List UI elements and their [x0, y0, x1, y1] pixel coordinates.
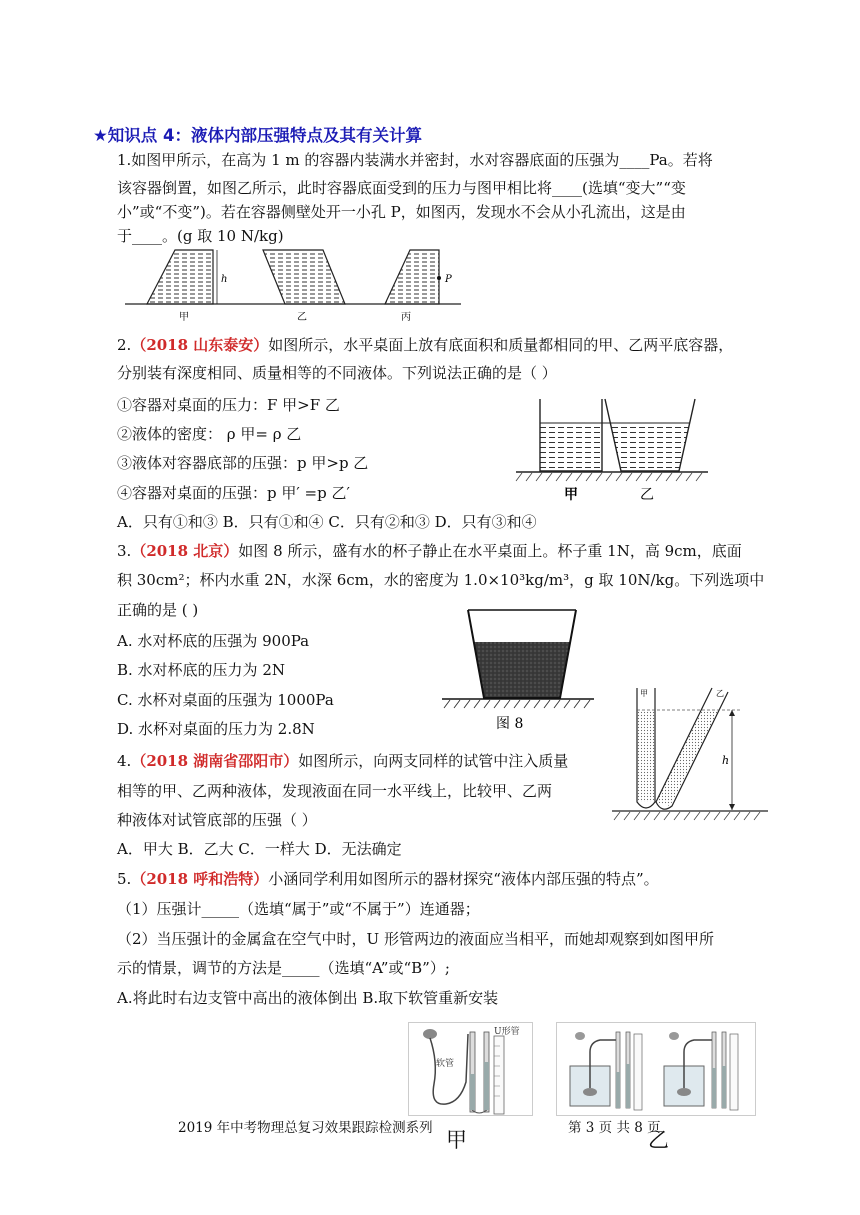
q4-number: 4.	[117, 752, 132, 770]
q3-source-tag: （2018 北京）	[131, 542, 239, 560]
q4-fig-h: h	[722, 754, 730, 767]
q1-figure	[125, 248, 465, 328]
q5-line-4: 示的情景，调节的方法是_____（选填“A”或“B”）;	[117, 959, 450, 977]
q5-fig-label-u-tube: U形管	[494, 1027, 520, 1037]
q2-source-tag: （2018 山东泰安）	[131, 336, 269, 354]
q2-statement-2: ②液体的密度： ρ 甲= ρ 乙	[117, 425, 302, 443]
q4-source-tag: （2018 湖南省邵阳市）	[131, 752, 299, 770]
q5-fig-label-hose: 软管	[436, 1059, 455, 1069]
q4-line-3: 种液体对试管底部的压强（ ）	[117, 811, 317, 829]
footer-page-number: 第 3 页 共 8 页	[568, 1120, 661, 1136]
q5-line-3: （2）当压强计的金属盒在空气中时，U 形管两边的液面应当相平，而她却观察到如图甲所	[117, 930, 714, 948]
q2-options: A．只有①和③ B．只有①和④ C．只有②和③ D．只有③和④	[117, 513, 537, 531]
q4-line-2: 相等的甲、乙两种液体，发现液面在同一水平线上，比较甲、乙两	[117, 782, 553, 800]
q5-source-tag: （2018 呼和浩特）	[131, 870, 269, 888]
q5-line-1	[117, 869, 659, 889]
q5-figure-yi	[556, 1022, 756, 1116]
q2-number: 2.	[117, 336, 132, 354]
q3-option-c: C. 水杯对桌面的压强为 1000Pa	[117, 691, 334, 709]
q4-testtube-figure	[610, 684, 770, 826]
q1-fig-p: P	[445, 274, 452, 285]
q3-fig-caption: 图 8	[496, 716, 524, 732]
q5-line-2: （1）压强计_____（选填“属于”或“不属于”）连通器；	[117, 900, 480, 918]
q5-fig-label-jia: 甲	[446, 1128, 467, 1152]
q3-option-d: D. 水杯对桌面的压力为 2.8N	[117, 720, 315, 738]
q3-line-1-rest: 如图 8 所示，盛有水的杯子静止在水平桌面上。杯子重 1N，高 9cm，底面	[238, 542, 742, 560]
q3-line-1	[117, 541, 742, 561]
q3-line-3: 正确的是 ( )	[117, 601, 199, 619]
q5-number: 5.	[117, 870, 132, 888]
q3-number: 3.	[117, 542, 132, 560]
q2-figure	[512, 395, 712, 507]
section-heading: ★知识点 4：液体内部压强特点及其有关计算	[93, 126, 423, 145]
q4-options: A．甲大 B．乙大 C．一样大 D．无法确定	[117, 840, 402, 858]
q1-fig-label-jia: 甲	[179, 312, 189, 323]
q1-line-1: 1.如图甲所示，在高为 1 m 的容器内装满水并密封，水对容器底面的压强为____Pa。若将	[117, 151, 713, 169]
q1-line-2: 该容器倒置，如图乙所示，此时容器底面受到的压力与图甲相比将____(选填“变大”“变	[117, 179, 686, 197]
q5-figure-jia	[408, 1022, 533, 1116]
q5-line-5: A.将此时右边支管中高出的液体倒出 B.取下软管重新安装	[117, 989, 499, 1007]
q2-statement-1: ①容器对桌面的压力：F 甲>F 乙	[117, 396, 340, 414]
q3-line-2: 积 30cm²；杯内水重 2N，水深 6cm，水的密度为 1.0×10³kg/m³，g 取 10N/kg。下列选项中	[117, 571, 765, 589]
footer-series-title: 2019 年中考物理总复习效果跟踪检测系列	[178, 1120, 433, 1136]
q2-statement-3: ③液体对容器底部的压强：p 甲>p 乙	[117, 454, 369, 472]
q3-option-b: B. 水对杯底的压力为 2N	[117, 661, 285, 679]
q2-line-1-rest: 如图所示，水平桌面上放有底面积和质量都相同的甲、乙两平底容器，	[268, 336, 734, 354]
q2-fig-label-jia: 甲	[564, 487, 578, 503]
q1-fig-label-yi: 乙	[297, 312, 307, 323]
q4-fig-label-jia: 甲	[640, 689, 648, 698]
q1-fig-h: h	[221, 274, 228, 285]
q1-fig-label-bing: 丙	[401, 312, 411, 323]
q2-line-1	[117, 335, 733, 355]
q5-line-1-rest: 小涵同学利用如图所示的器材探究“液体内部压强的特点”。	[268, 870, 659, 888]
q4-fig-label-yi: 乙	[716, 689, 724, 698]
q3-option-a: A. 水对杯底的压强为 900Pa	[117, 632, 310, 650]
q4-line-1-rest: 如图所示，向两支同样的试管中注入质量	[298, 752, 569, 770]
q3-cup-figure	[438, 606, 598, 736]
q1-line-3: 小”或“不变”)。若在容器侧壁处开一小孔 P，如图丙，发现水不会从小孔流出，这是由	[117, 203, 686, 221]
q5-fig-label-yi: 乙	[648, 1128, 669, 1152]
q1-line-4: 于____。(g 取 10 N/kg)	[117, 227, 284, 245]
q2-line-2: 分别装有深度相同、质量相等的不同液体。下列说法正确的是（ ）	[117, 364, 557, 382]
q2-fig-label-yi: 乙	[640, 487, 654, 503]
q2-statement-4: ④容器对桌面的压强：p 甲′ =p 乙′	[117, 484, 350, 502]
q4-line-1	[117, 751, 568, 771]
